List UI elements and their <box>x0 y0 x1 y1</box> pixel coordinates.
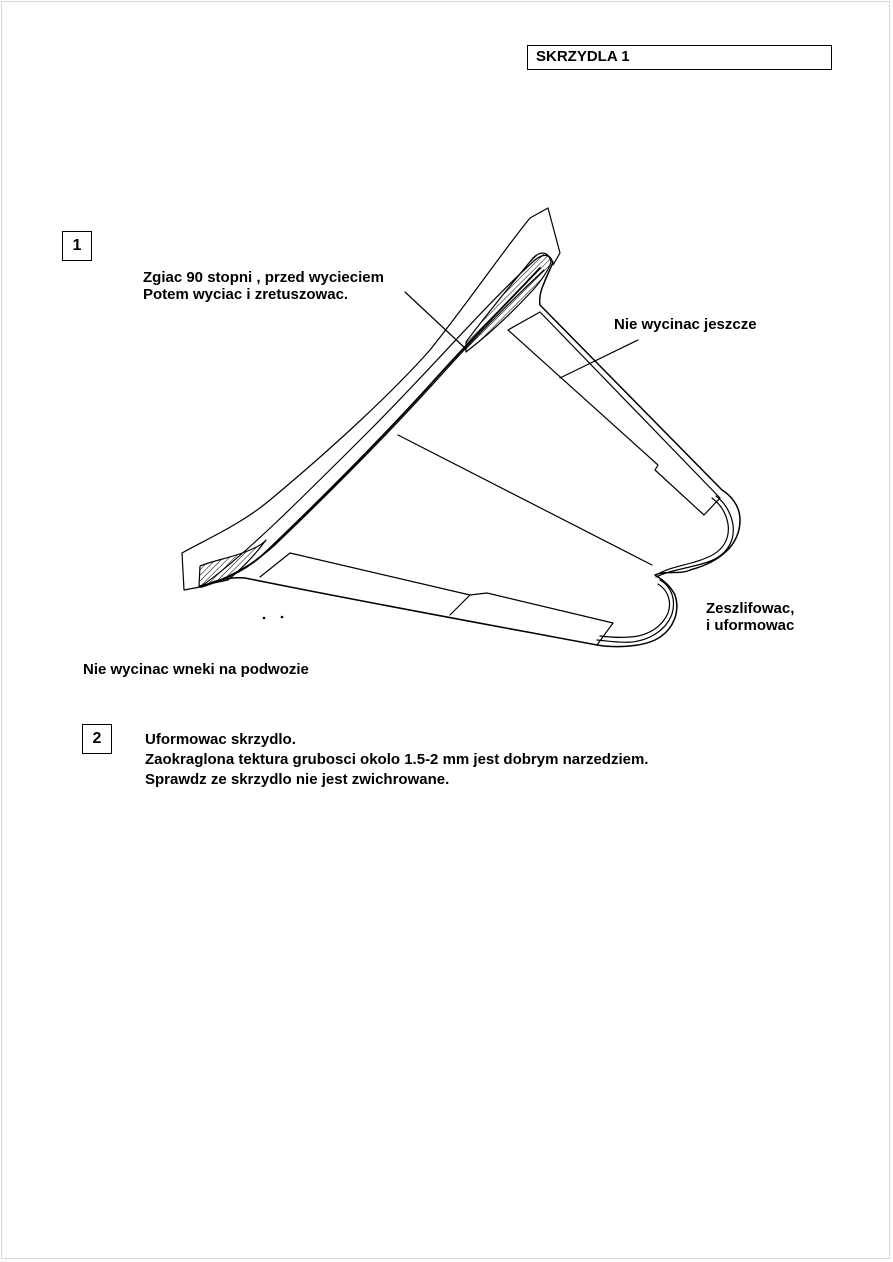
annotation-sand-line1: Zeszlifowac, <box>706 600 795 617</box>
annotation-sand <box>706 600 794 634</box>
step-2-instructions <box>145 730 648 790</box>
leader-bend <box>405 292 466 349</box>
annotation-bend-line1: Zgiac 90 stopni , przed wycieciem <box>143 269 384 286</box>
hatched-strip-tip <box>466 253 551 352</box>
mark-dot-1 <box>263 617 264 618</box>
step-2-number: 2 <box>82 724 112 754</box>
flap-outer <box>470 593 613 645</box>
instruction-line: Zaokraglona tektura grubosci okolo 1.5-2 mm jest dobrym narzedziem. <box>145 751 649 768</box>
spar-line <box>398 435 652 565</box>
tip-rounding-3 <box>597 580 674 642</box>
annotation-sand-line2: i uformowac <box>706 617 795 634</box>
annotation-bend <box>143 269 384 303</box>
instruction-line: Uformowac skrzydlo. <box>145 731 296 748</box>
aileron <box>508 312 720 515</box>
hatched-strip-root <box>199 540 266 586</box>
annotation-wheel-well: Nie wycinac wneki na podwozie <box>83 661 309 678</box>
instruction-line: Sprawdz ze skrzydlo nie jest zwichrowane. <box>145 771 450 788</box>
annotation-bend-line2: Potem wyciac i zretuszowac. <box>143 286 349 303</box>
mark-dot-2 <box>281 616 282 617</box>
bend-tab-outline <box>182 208 560 590</box>
step-1-number: 1 <box>62 231 92 261</box>
tip-rounding-4 <box>600 584 670 637</box>
tip-rounding-2 <box>658 498 728 574</box>
flap-inner <box>260 553 470 615</box>
annotation-no-cut-yet: Nie wycinac jeszcze <box>614 316 757 333</box>
page-title: SKRZYDLA 1 <box>527 45 832 70</box>
